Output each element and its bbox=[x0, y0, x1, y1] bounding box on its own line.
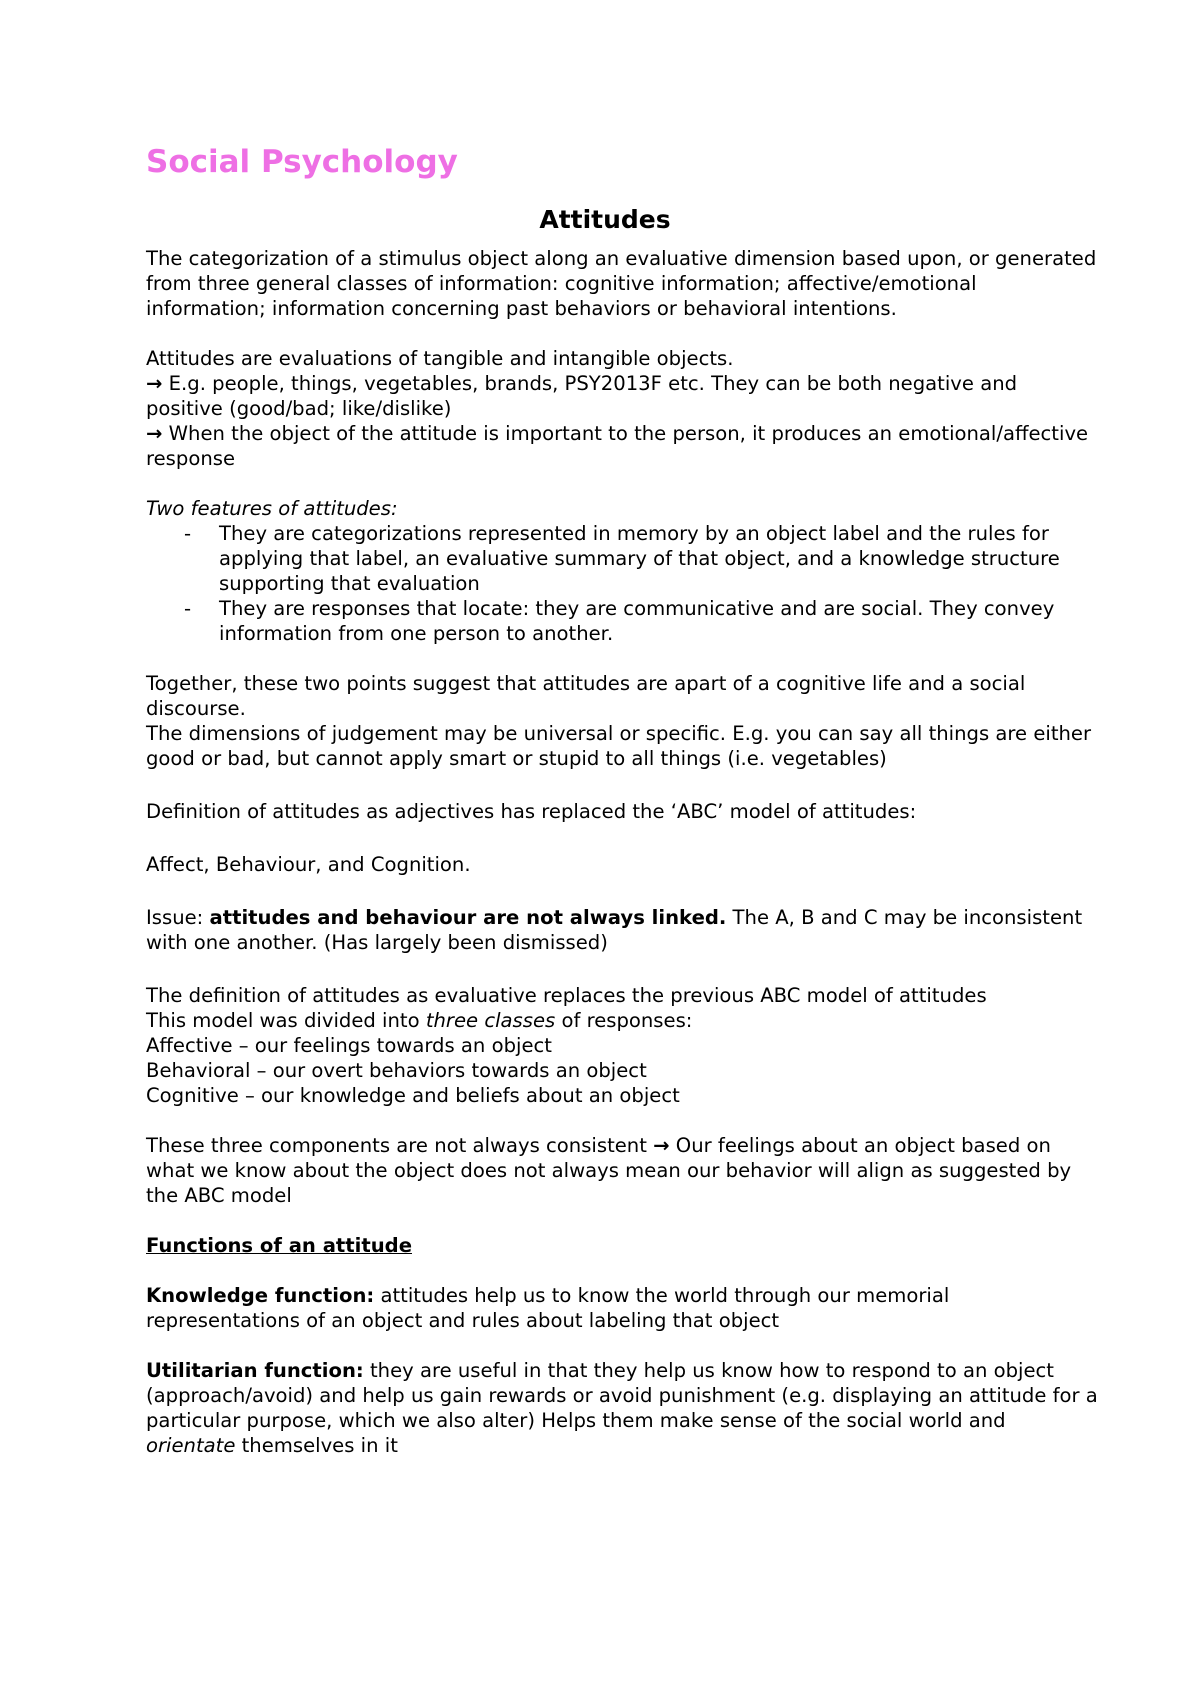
arrow-icon: → bbox=[146, 372, 163, 395]
dimensions-paragraph: The dimensions of judgement may be universal or specific. E.g. you can say all things are either good or bad, but cannot apply smart or stupid to all things (i.e. vegetables) bbox=[146, 722, 1092, 770]
knowledge-label: Knowledge function: bbox=[146, 1284, 375, 1307]
utilitarian-label: Utilitarian function: bbox=[146, 1359, 364, 1382]
utilitarian-paragraph bbox=[146, 1358, 1100, 1458]
behavioral-line: Behavioral – our overt behaviors towards an object bbox=[146, 1059, 647, 1082]
arrow-icon: → bbox=[653, 1134, 670, 1157]
examples-line bbox=[146, 371, 1100, 421]
issue-prefix: Issue: bbox=[146, 906, 210, 929]
abc-line: Affect, Behaviour, and Cognition. bbox=[146, 853, 471, 876]
together-paragraph: Together, these two points suggest that attitudes are apart of a cognitive life and a social discourse. bbox=[146, 672, 1026, 720]
utilitarian-text: they are useful in that they help us know how to respond to an object (approach/avoid) and help us gain rewards or avoid punishment (e.g. displaying an attitude for a particular purpose, which we also alter) Helps them make sense of the social world and bbox=[146, 1359, 1098, 1432]
functions-heading: Functions of an attitude bbox=[146, 1234, 412, 1257]
list-item bbox=[146, 596, 1100, 646]
arrow-icon: → bbox=[146, 422, 163, 445]
model-line-post: of responses: bbox=[555, 1009, 693, 1032]
importance-text: When the object of the attitude is important to the person, it produces an emotional/affective response bbox=[146, 422, 1089, 470]
model-line bbox=[146, 1008, 1100, 1033]
issue-rest: The A, B and C may be inconsistent with one another. (Has largely been dismissed) bbox=[146, 906, 1083, 954]
features-label: Two features of attitudes: bbox=[146, 497, 398, 520]
utilitarian-italic: orientate bbox=[146, 1434, 236, 1457]
section-heading-attitudes: Attitudes bbox=[539, 205, 671, 234]
evaluations-line: Attitudes are evaluations of tangible and intangible objects. bbox=[146, 347, 734, 370]
definition-adjectives: Definition of attitudes as adjectives has replaced the ‘ABC’ model of attitudes: bbox=[146, 800, 917, 823]
list-item-text: They are responses that locate: they are communicative and are social. They convey information from one person to another. bbox=[219, 597, 1055, 645]
cognitive-line: Cognitive – our knowledge and beliefs about an object bbox=[146, 1084, 680, 1107]
three-classes: three classes bbox=[425, 1009, 556, 1032]
issue-paragraph bbox=[146, 905, 1100, 955]
intro-paragraph: The categorization of a stimulus object along an evaluative dimension based upon, or generated from three general classes of information: cognitive information; affective/emotional information; information concerning past behaviors or behavioral intentions. bbox=[146, 247, 1097, 320]
components-paragraph bbox=[146, 1133, 1100, 1208]
model-line-pre: This model was divided into bbox=[146, 1009, 426, 1032]
knowledge-text: attitudes help us to know the world through our memorial representations of an object and rules about labeling that object bbox=[146, 1284, 950, 1332]
issue-bold: attitudes and behaviour are not always linked. bbox=[209, 906, 727, 929]
list-item-text: They are categorizations represented in memory by an object label and the rules for applying that label, an evaluative summary of that object, and a knowledge structure supporting that evaluation bbox=[219, 522, 1060, 595]
evaluative-line: The definition of attitudes as evaluative replaces the previous ABC model of attitudes bbox=[146, 984, 987, 1007]
features-list bbox=[146, 521, 1100, 646]
dash-bullet: - bbox=[184, 522, 192, 545]
list-item bbox=[146, 521, 1100, 596]
document-title: Social Psychology bbox=[146, 144, 458, 180]
affective-line: Affective – our feelings towards an object bbox=[146, 1034, 552, 1057]
utilitarian-tail: themselves in it bbox=[235, 1434, 398, 1457]
examples-text: E.g. people, things, vegetables, brands, PSY2013F etc. They can be both negative and positive (good/bad; like/dislike) bbox=[146, 372, 1018, 420]
components-post: Our feelings about an object based on what we know about the object does not always mean our behavior will align as suggested by the ABC model bbox=[146, 1134, 1072, 1207]
knowledge-paragraph bbox=[146, 1283, 1100, 1333]
components-pre: These three components are not always consistent bbox=[146, 1134, 654, 1157]
dash-bullet: - bbox=[184, 597, 192, 620]
importance-line bbox=[146, 421, 1100, 471]
